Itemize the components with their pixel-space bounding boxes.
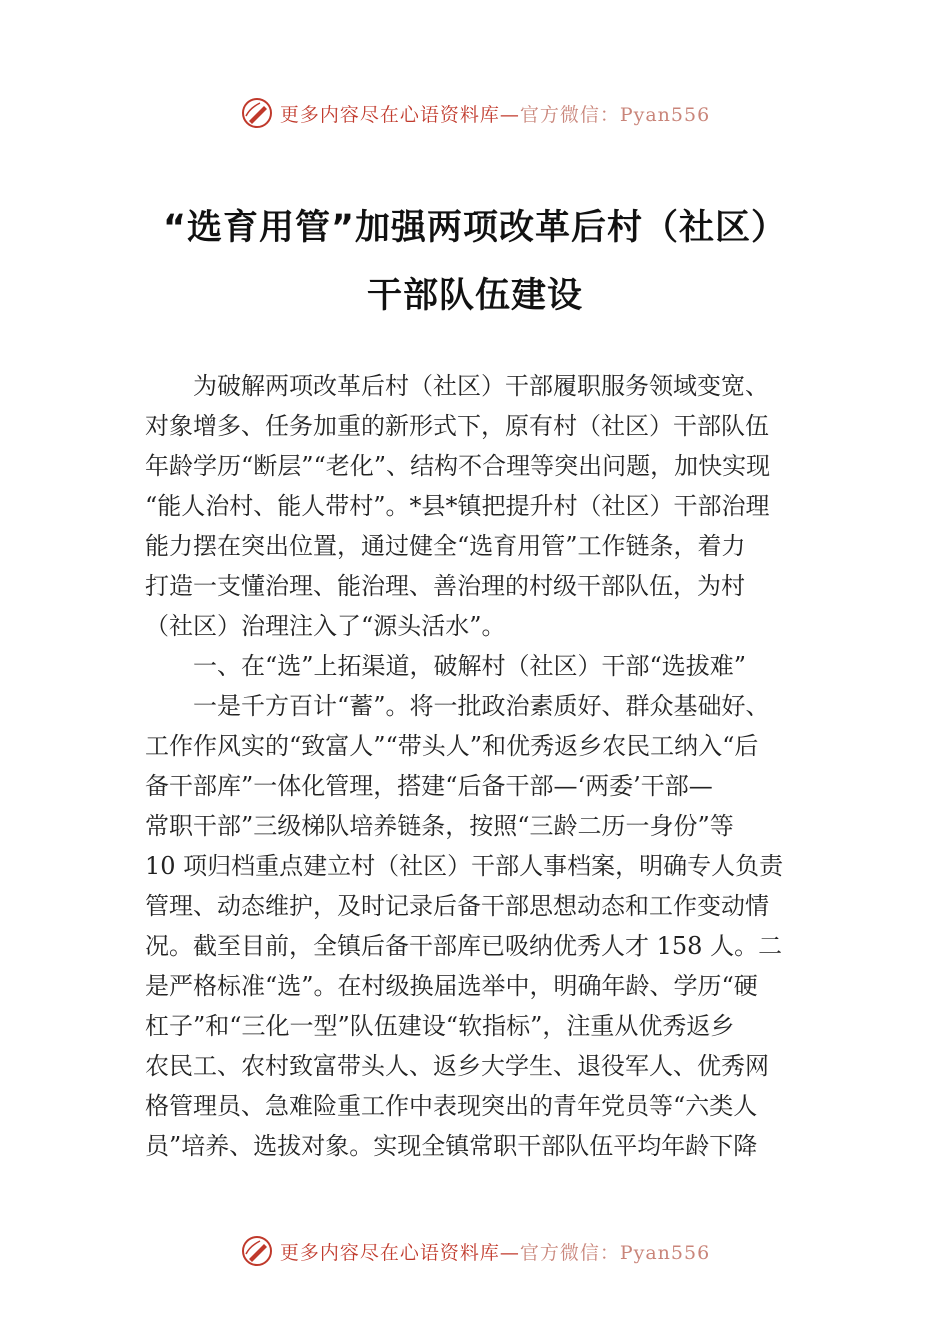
section-heading: 一、在“选”上拓渠道，破解村（社区）干部“选拔难”: [193, 652, 747, 680]
body-line: 况。截至目前，全镇后备干部库已吸纳优秀人才 158 人。二: [145, 932, 783, 960]
body-line: 工作作风实的“致富人”“带头人”和优秀返乡农民工纳入“后: [145, 732, 759, 760]
body-line: 年龄学历“断层”“老化”、结构不合理等突出问题，加快实现: [145, 452, 771, 480]
body-line: 能力摆在突出位置，通过健全“选育用管”工作链条，着力: [145, 532, 746, 560]
body-line: 是严格标准“选”。在村级换届选举中，明确年龄、学历“硬: [145, 972, 758, 1000]
document-title-line-1: “选育用管”加强两项改革后村（社区）: [162, 208, 787, 248]
pen-logo-icon: [240, 1234, 274, 1268]
footer-banner: [0, 1234, 950, 1268]
body-line: 备干部库”一体化管理，搭建“后备干部—‘两委’干部—: [145, 772, 713, 800]
body-line: 10 项归档重点建立村（社区）干部人事档案，明确专人负责: [145, 852, 784, 880]
body-line: 农民工、农村致富带头人、返乡大学生、退役军人、优秀网: [145, 1052, 769, 1080]
body-line: （社区）治理注入了“源头活水”。: [145, 612, 506, 640]
body-line: 一是千方百计“蓄”。将一批政治素质好、群众基础好、: [193, 692, 770, 720]
body-line: 管理、动态维护，及时记录后备干部思想动态和工作变动情: [145, 892, 769, 920]
body-line: 为破解两项改革后村（社区）干部履职服务领域变宽、: [193, 372, 769, 400]
document-title-line-2: 干部队伍建设: [366, 276, 583, 316]
body-line: 员”培养、选拔对象。实现全镇常职干部队伍平均年龄下降: [145, 1132, 758, 1160]
document-body: [145, 366, 813, 1166]
banner-text: 更多内容尽在心语资料库—官方微信：Pyan556: [279, 1241, 711, 1264]
body-line: 常职干部”三级梯队培养链条，按照“三龄二历一身份”等: [145, 812, 734, 840]
body-line: 格管理员、急难险重工作中表现突出的青年党员等“六类人: [145, 1092, 758, 1120]
banner-text: 更多内容尽在心语资料库—官方微信：Pyan556: [279, 103, 711, 126]
body-line: 杠子”和“三化一型”队伍建设“软指标”，注重从优秀返乡: [145, 1012, 735, 1040]
body-line: 对象增多、任务加重的新形式下，原有村（社区）干部队伍: [145, 412, 769, 440]
body-line: 打造一支懂治理、能治理、善治理的村级干部队伍，为村: [145, 572, 745, 600]
pen-logo-icon: [240, 96, 274, 130]
body-line: “能人治村、能人带村”。*县*镇把提升村（社区）干部治理: [145, 492, 770, 520]
header-banner: [0, 96, 950, 130]
